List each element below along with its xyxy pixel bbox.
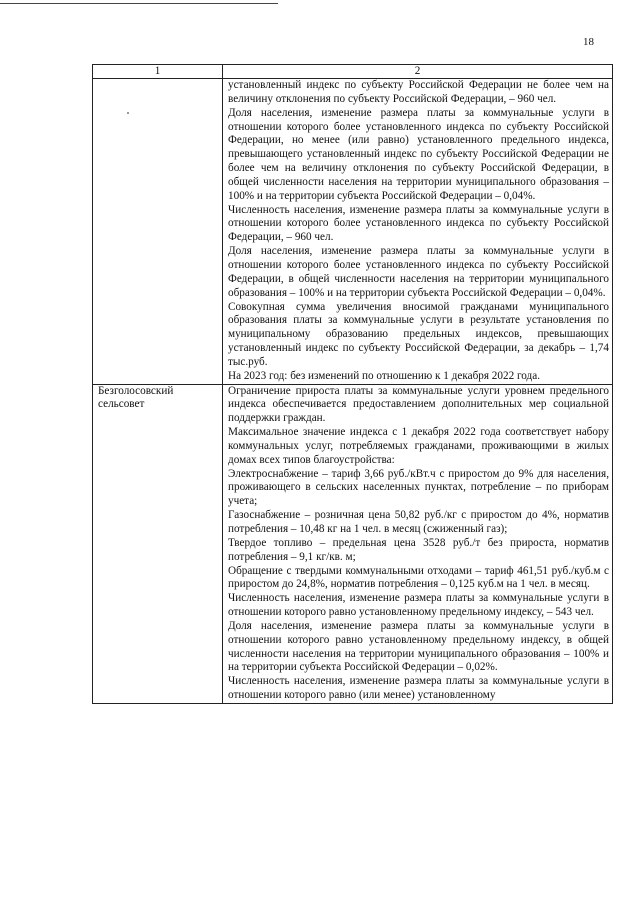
table-row [93,384,613,703]
paragraph: Численность населения, изменение размера платы за коммунальные услуги в отношении которого более установленного индекса по субъекту Российской Федерации, – 960 чел. [228,203,609,244]
row-description-cell [223,79,613,385]
table-row [93,79,613,385]
paragraph: Численность населения, изменение размера платы за коммунальные услуги в отношении которого равно установленному предельному индексу, – 543 чел. [228,592,609,619]
paragraph: Доля населения, изменение размера платы за коммунальные услуги в отношении которого более установленного индекса по субъекту Российской Федерации, в общей численности населения на территории муниципального образования – 100% и на территории субъекта Российской Федерации – 0,04%. [228,245,609,299]
paragraph: На 2023 год: без изменений по отношению к 1 декабря 2022 года. [228,369,541,382]
paragraph: Максимальное значение индекса с 1 декабря 2022 года соответствует набору коммунальных услуг, потребляемых гражданами, проживающими в жилых домах всех типов благоустройства: [228,426,609,466]
page-number: 18 [583,36,594,48]
paragraph: Совокупная сумма увеличения вносимой гражданами муниципального образования платы за коммунальные услуги в результате установления по муниципальному образованию предельных индексов, превышающих установленный индекс по субъекту Российской Федерации, за декабрь – 1,74 тыс.руб. [228,300,609,368]
document-table [92,64,613,704]
paragraph: Ограничение прироста платы за коммунальные услуги уровнем предельного индекса обеспечивается предоставлением дополнительных мер социальной поддержки граждан. [228,384,609,425]
paragraph: Численность населения, изменение размера платы за коммунальные услуги в отношении которого равно (или менее) установленному [228,675,609,702]
row-municipality-cell [93,79,223,385]
table-header-row [93,65,613,79]
paragraph: Твердое топливо – предельная цена 3528 руб./т без прироста, норматив потребления – 9,1 кг/кв. м; [228,536,609,563]
paragraph: установленный индекс по субъекту Российской Федерации не более чем на величину отклонения по субъекту Российской Федерации, – 960 чел. [228,79,609,105]
top-rule [0,3,278,4]
column-header-2: 2 [223,65,613,79]
paragraph: Электроснабжение – тариф 3,66 руб./кВт.ч с приростом до 9% для населения, проживающего в сельских населенных пунктах, потребление – по приборам учета; [228,467,609,508]
column-header-1: 1 [93,65,223,79]
row-description-cell [223,384,613,703]
row-municipality-cell: Безголосовский сельсовет [93,384,223,703]
paragraph: Доля населения, изменение размера платы за коммунальные услуги в отношении которого равно установленному предельному индексу, в общей численности населения на территории муниципального образования – 100% и на территории субъекта Российской Федерации – 0,02%. [228,619,609,674]
paragraph: Обращение с твердыми коммунальными отходами – тариф 461,51 руб./куб.м с приростом до 24,8%, норматив потребления – 0,125 куб.м на 1 чел. в месяц. [228,564,609,591]
paragraph: Газоснабжение – розничная цена 50,82 руб./кг с приростом до 4%, норматив потребления – 10,48 кг на 1 чел. в месяц (сжиженный газ); [228,509,609,535]
paragraph: Доля населения, изменение размера платы за коммунальные услуги в отношении которого более установленного индекса по субъекту Российской Федерации, но менее (или равно) установленного предельного индекса, превышающего установленный индекс по субъекту Российской Федерации не более чем на величину отклонения по субъекту Российской Федерации, в общей численности населения на территории муниципального образования – 100% и на территории субъекта Российской Федерации – 0,04%. [228,106,609,202]
